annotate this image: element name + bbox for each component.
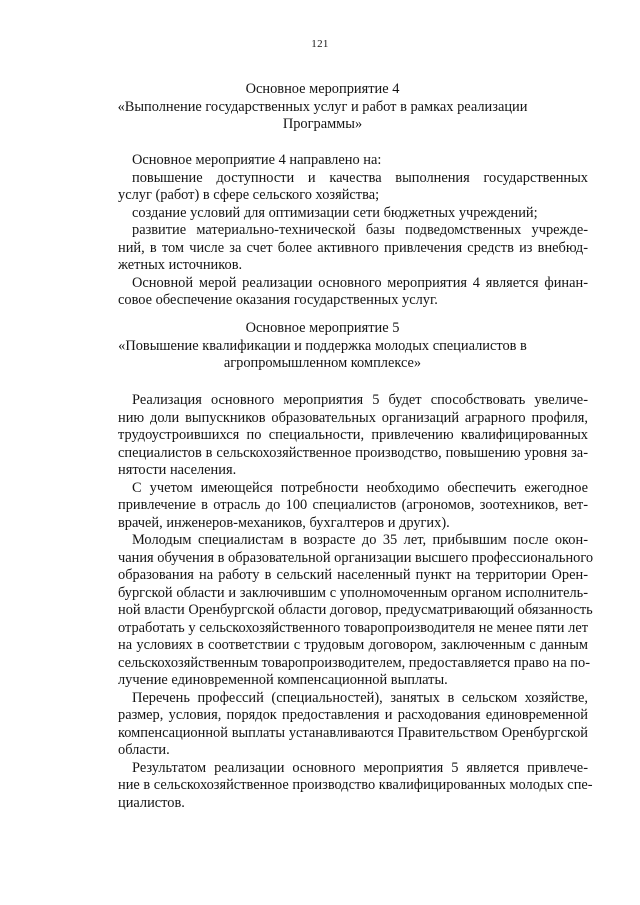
paragraph-line: Реализация основного мероприятия 5 будет способствовать увеличе- [132, 392, 588, 408]
paragraph-line: повышение доступности и качества выполнения государственных [132, 169, 588, 186]
paragraph-line: трудоустроившихся по специальности, привлечению квалифицированных [118, 427, 588, 443]
paragraph-line: сельскохозяйственным товаропроизводителем, предоставляется право на по- [118, 654, 590, 671]
paragraph-line: размер, условия, порядок предоставления и расходования единовременной [118, 707, 588, 723]
paragraph-line: врачей, инженеров-механиков, бухгалтеров и других). [118, 514, 450, 531]
paragraph-line: нию доли выпускников образовательных организаций аграрного профиля, [118, 409, 588, 426]
section-5-subtitle-line-1: «Повышение квалификации и поддержка молодых специалистов в [118, 337, 527, 354]
paragraph-line: Основное мероприятие 4 направлено на: [132, 152, 382, 168]
paragraph-line: развитие материально-технической базы подведомственных учрежде- [132, 222, 588, 238]
paragraph-line: жетных источников. [118, 257, 243, 273]
paragraph-line: создание условий для оптимизации сети бюджетных учреждений; [132, 204, 538, 221]
paragraph-line: специалистов в сельскохозяйственное производство, повышению уровня за- [118, 444, 588, 461]
paragraph-line: компенсационной выплаты устанавливаются Правительством Оренбургской [118, 724, 588, 741]
section-5-heading [110, 320, 535, 373]
paragraph-line: Основной мерой реализации основного мероприятия 4 является финан- [132, 274, 588, 291]
paragraph-line: области. [118, 742, 170, 758]
section-5-title: Основное мероприятие 5 [245, 320, 400, 336]
section-5-body [118, 392, 594, 812]
paragraph-line: совое обеспечение оказания государственных услуг. [118, 292, 438, 308]
section-4-heading [110, 81, 535, 134]
paragraph-line: нятости населения. [118, 462, 237, 478]
paragraph-line: услуг (работ) в сфере сельского хозяйства; [118, 187, 380, 203]
paragraph-line: ние в сельскохозяйственное производство квалифицированных молодых спе- [118, 777, 593, 793]
paragraph-line: Молодым специалистам в возрасте до 35 лет, прибывшим после окон- [132, 532, 588, 548]
section-4-subtitle-line-1: «Выполнение государственных услуг и работ в рамках реализации [117, 98, 528, 115]
paragraph-line: ний, в том числе за счет более активного привлечения средств из внебюд- [118, 239, 588, 256]
page-number: 121 [311, 38, 329, 50]
paragraph-line: бургской области и заключившим с уполномоченным органом исполнитель- [118, 584, 588, 601]
paragraph-line: С учетом имеющейся потребности необходимо обеспечить ежегодное [132, 479, 588, 496]
paragraph-line: образования на работу в сельский населенный пункт на территории Орен- [118, 567, 588, 583]
paragraph-line: ной власти Оренбургской области договор, предусматривающий обязанность [118, 602, 593, 618]
section-4-title: Основное мероприятие 4 [245, 81, 400, 97]
paragraph-line: Результатом реализации основного мероприятия 5 является привлече- [132, 759, 588, 776]
paragraph-line: отработать у сельскохозяйственного товаропроизводителя не менее пяти лет [118, 619, 588, 636]
paragraph-line: на условиях в соответствии с трудовым договором, заключенным с данным [118, 637, 588, 653]
paragraph-line: лучение единовременной компенсационной выплаты. [118, 672, 448, 688]
section-5-subtitle-line-2: агропромышленном комплексе» [223, 355, 422, 371]
section-4-body [118, 152, 588, 310]
paragraph-line: привлечение в отрасль до 100 специалистов (агрономов, зоотехников, вет- [118, 497, 588, 513]
paragraph-line: Перечень профессий (специальностей), занятых в сельском хозяйстве, [132, 689, 588, 706]
paragraph-line: чания обучения в образовательной организации высшего профессионального [118, 549, 594, 566]
paragraph-line: циалистов. [118, 794, 185, 811]
section-4-subtitle-line-2: Программы» [282, 116, 363, 132]
